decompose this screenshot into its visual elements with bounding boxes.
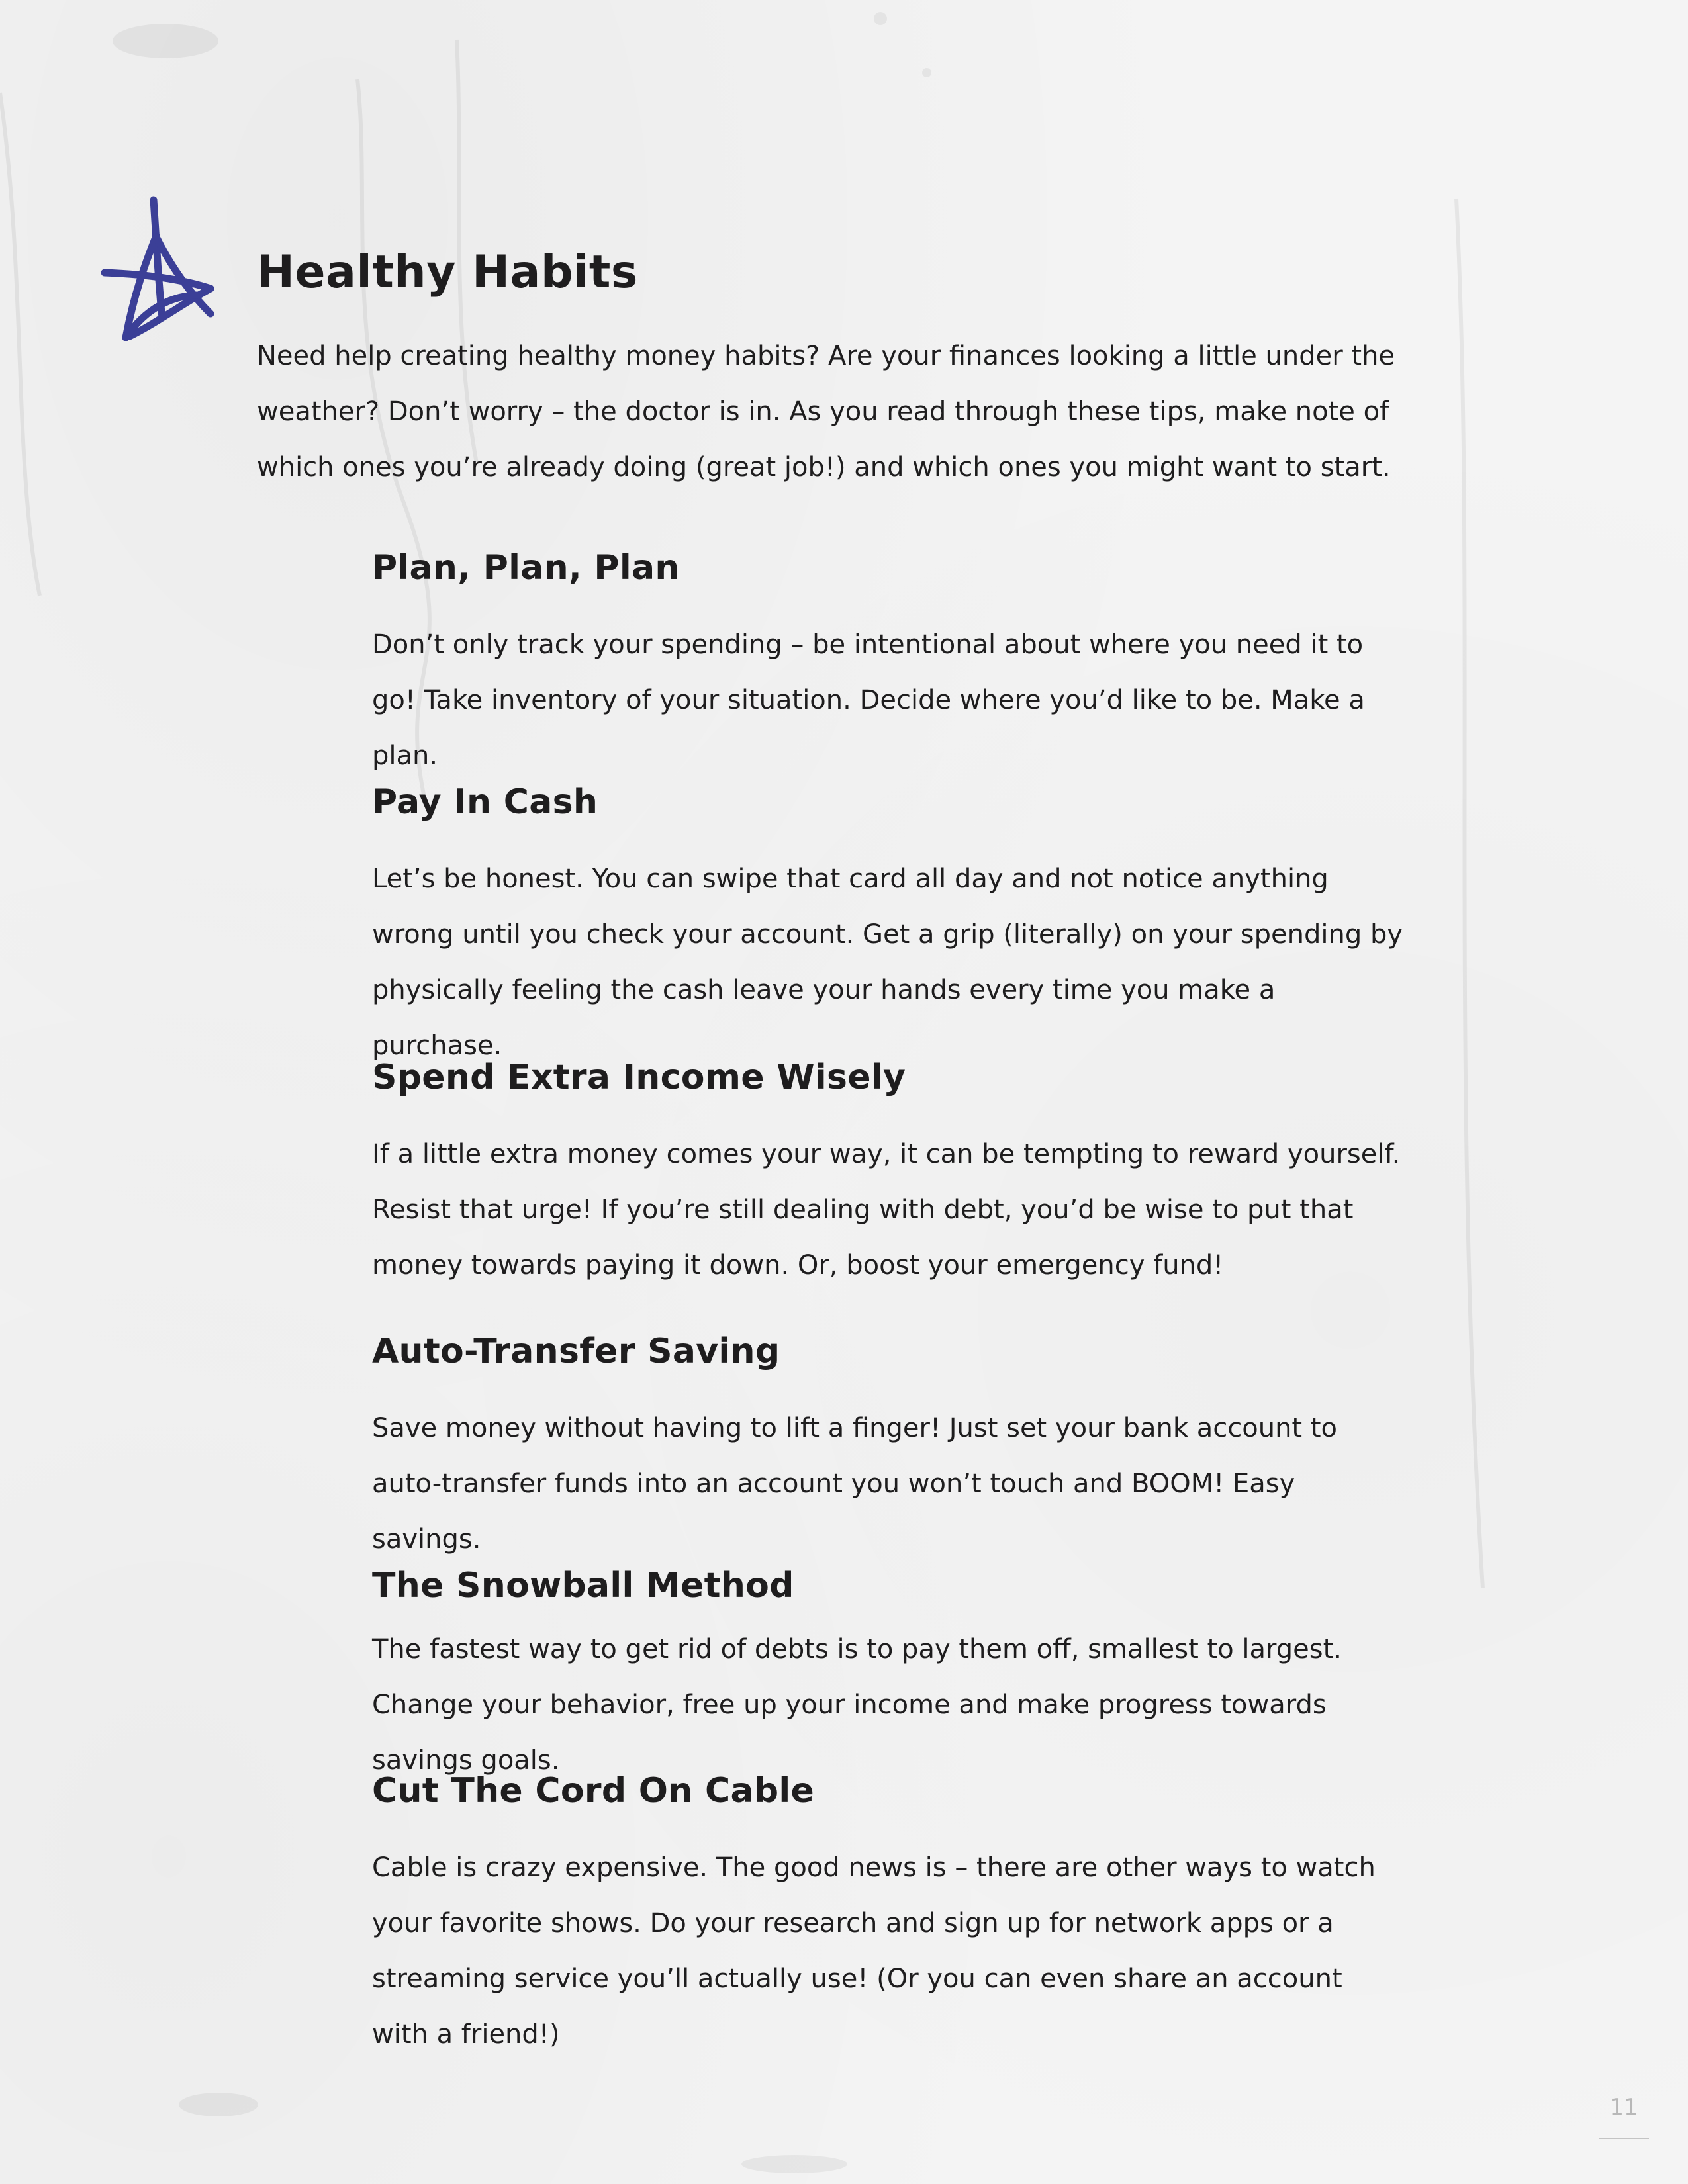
section-heading-cable: Cut The Cord On Cable: [372, 1771, 815, 1811]
hand-drawn-star-icon: [99, 196, 217, 348]
page-title: Healthy Habits: [257, 246, 638, 298]
intro-paragraph: Need help creating healthy money habits? Are your finances looking a little under the weather? Don’t worry – the doctor is in. As you read through these tips, make note of which ones you’re already doing (great job!) and which ones you might want to start.: [257, 341, 1395, 482]
section-heading-snowball: The Snowball Method: [372, 1566, 794, 1606]
page-number: 11: [1609, 2094, 1638, 2120]
section-body-auto-transfer: Save money without having to lift a finger! Just set your bank account to auto-transfer funds into an account you won’t touch and BOOM! Easy savings.: [372, 1413, 1337, 1555]
section-body-plan: Don’t only track your spending – be intentional about where you need it to go! Take inventory of your situation. Decide where you’d like to be. Make a plan.: [372, 629, 1365, 771]
page-number-rule: [1599, 2138, 1649, 2139]
section-body-snowball: The fastest way to get rid of debts is to pay them off, smallest to largest. Change your behavior, free up your income and make progress towards savings goals.: [372, 1634, 1342, 1776]
section-heading-plan: Plan, Plan, Plan: [372, 548, 680, 588]
section-heading-auto-transfer: Auto-Transfer Saving: [372, 1332, 780, 1371]
section-body-extra-income: If a little extra money comes your way, it can be tempting to reward yourself. Resist that urge! If you’re still dealing with debt, you’d be wise to put that money towards paying it down. Or, boost your emergency fund!: [372, 1139, 1401, 1281]
section-body-cable: Cable is crazy expensive. The good news is – there are other ways to watch your favorite shows. Do your research and sign up for network apps or a streaming service you’ll actually use! (Or you can even share an account with a friend!): [372, 1852, 1376, 2050]
section-body-pay-in-cash: Let’s be honest. You can swipe that card all day and not notice anything wrong until you check your account. Get a grip (literally) on your spending by physically feeling the cash leave your hands every time you make a purchase.: [372, 864, 1403, 1061]
section-heading-pay-in-cash: Pay In Cash: [372, 782, 598, 822]
section-heading-extra-income: Spend Extra Income Wisely: [372, 1058, 906, 1097]
